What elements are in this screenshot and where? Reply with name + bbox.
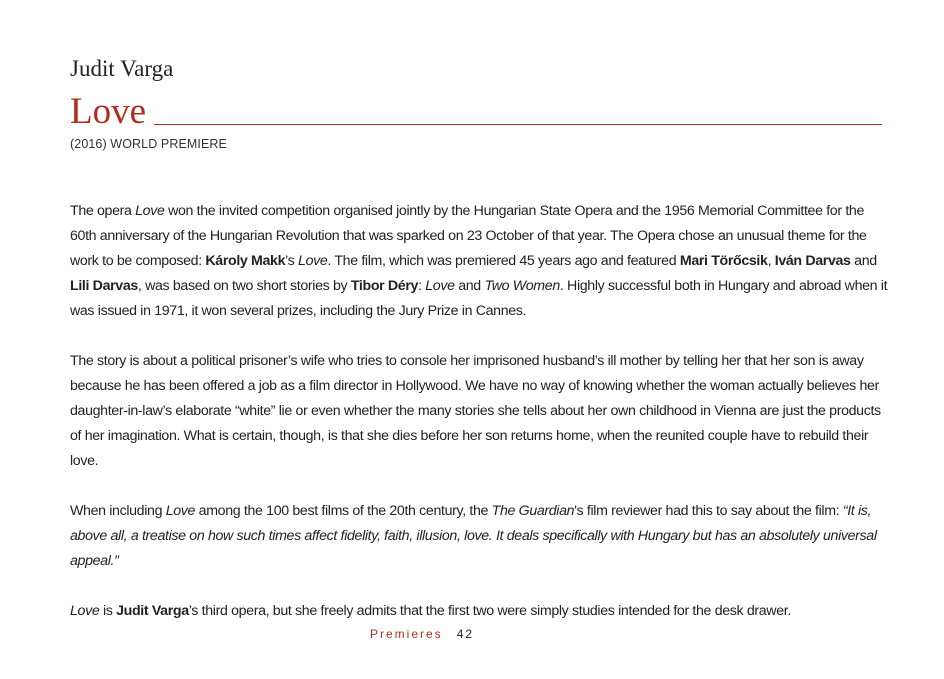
italic-title: Love xyxy=(298,253,328,269)
bold-name: Károly Makk xyxy=(205,253,286,269)
text-run: among the 100 best films of the 20th century, the xyxy=(195,503,492,519)
title-rule xyxy=(154,124,882,125)
italic-title: Love xyxy=(70,603,100,619)
text-run: . Highly successful both in Hungary and abroad when it was issued in 1971, it won several prizes, including the Jury Prize in Cannes. xyxy=(70,278,888,319)
bold-name: Iván Darvas xyxy=(774,253,851,269)
footer-section-label: Premieres xyxy=(370,627,443,641)
italic-publication: The Guardian xyxy=(491,503,575,519)
paragraph-1 xyxy=(70,199,890,324)
bold-name: Lili Darvas xyxy=(70,278,138,294)
bold-name: Judit Varga xyxy=(116,603,189,619)
bold-name: Tibor Déry xyxy=(350,278,419,294)
page-footer xyxy=(370,627,474,641)
premiere-subtitle: (2016) WORLD PREMIERE xyxy=(70,137,227,151)
text-run: , xyxy=(767,253,775,269)
text-run: : xyxy=(418,278,426,294)
italic-title: Love xyxy=(135,203,165,219)
bold-name: Mari Törőcsik xyxy=(679,253,768,269)
text-run: is xyxy=(99,603,117,619)
text-run: When including xyxy=(70,503,166,519)
text-run: and xyxy=(454,278,485,294)
text-run: won the invited competition organised jointly by the Hungarian State Opera and the 1956 Memorial Committee for the 60th anniversary of the Hungarian Revolution that was sparked on 23 October of that year. The Opera chose an unusual theme for the work to be composed: xyxy=(70,203,867,269)
article-body xyxy=(70,199,890,624)
text-run: ’s third opera, but she freely admits that the first two were simply studies intended for the desk drawer. xyxy=(188,603,791,619)
italic-title: Love xyxy=(165,503,196,519)
review-quote: “It is, above all, a treatise on how such times affect fidelity, faith, illusion, love. It deals specifically with Hungary but has an absolutely universal appeal.” xyxy=(70,503,877,569)
paragraph-4 xyxy=(70,599,890,624)
text-run: , was based on two short stories by xyxy=(137,278,351,294)
composer-name: Judit Varga xyxy=(70,56,174,81)
italic-title: Love xyxy=(425,278,455,294)
text-run: and xyxy=(850,253,877,269)
text-run: . The film, which was premiered 45 years ago and featured xyxy=(327,253,680,269)
paragraph-3 xyxy=(70,499,890,574)
italic-title: Two Women xyxy=(484,278,560,294)
text-run: 's film reviewer had this to say about the film: xyxy=(574,503,843,519)
page-number: 42 xyxy=(456,627,475,641)
title-row xyxy=(70,92,882,132)
text-run: ’s xyxy=(285,253,299,269)
text-run: The opera xyxy=(70,203,136,219)
opera-title: Love xyxy=(70,91,147,132)
paragraph-2: The story is about a political prisoner’s wife who tries to console her imprisoned husband’s ill mother by telling her that her son is away because he has been offered a job as a film director in Hollywood. We have no way of knowing whether the woman actually believes her daughter-in-law’s elaborate “white” lie or even whether the many stories she tells about her own childhood in Vienna are just the products of her imagination. What is certain, though, is that she dies before her son returns home, when the reunited couple have to rebuild their love. xyxy=(70,353,881,469)
